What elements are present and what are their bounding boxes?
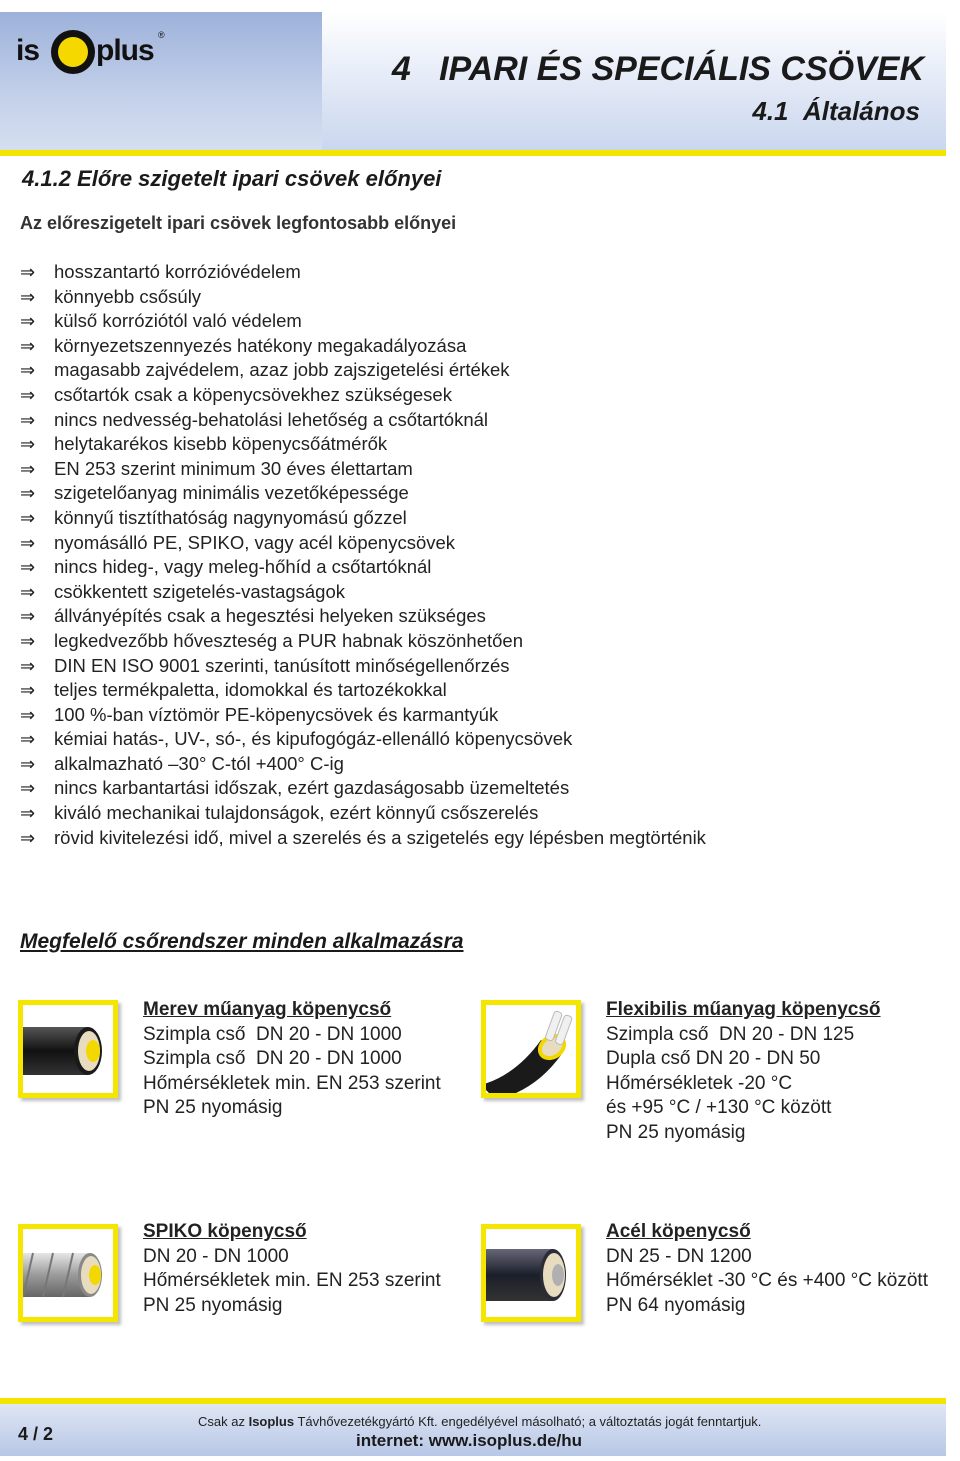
advantage-item (20, 703, 706, 728)
card-line: PN 25 nyomásig (606, 1121, 746, 1143)
arrow-icon: ⇒ (20, 680, 36, 701)
chapter-title: 4 IPARI ÉS SPECIÁLIS CSÖVEK (391, 50, 924, 88)
advantage-text: helytakarékos kisebb köpenycsőátmérők (54, 433, 388, 455)
advantage-item (20, 506, 706, 531)
arrow-icon: ⇒ (20, 704, 36, 725)
rigid-pipe-image (18, 1000, 118, 1098)
advantage-text: könnyebb csősúly (54, 285, 202, 307)
section-title: 4.1.2 Előre szigetelt ipari csövek előnyei (22, 166, 442, 191)
arrow-icon: ⇒ (20, 507, 36, 528)
advantage-text: nincs nedvesség-behatolási lehetőség a csőtartóknál (54, 408, 489, 430)
arrow-icon: ⇒ (20, 286, 36, 307)
arrow-icon: ⇒ (20, 753, 36, 774)
applications-title: Megfelelő csőrendszer minden alkalmazásra (20, 930, 464, 953)
note-prefix: Csak az (198, 1414, 249, 1429)
arrow-icon: ⇒ (20, 360, 36, 381)
advantage-item (20, 432, 706, 457)
arrow-icon: ⇒ (20, 803, 36, 824)
arrow-icon: ⇒ (20, 778, 36, 799)
arrow-icon: ⇒ (20, 458, 36, 479)
card-line: Hőmérséklet -30 °C és +400 °C között (606, 1270, 928, 1291)
card-spiko (143, 1220, 441, 1318)
advantage-item (20, 752, 706, 777)
advantage-item (20, 580, 706, 605)
advantage-text: csőtartók csak a köpenycsövekhez szükségesek (54, 383, 452, 405)
card-line: Szimpla cső DN 20 - DN 125 (606, 1023, 855, 1045)
card-flexible-plastic (606, 998, 881, 1145)
isoplus-logo (16, 30, 165, 86)
card-line: DN 20 - DN 1000 (143, 1245, 289, 1267)
advantage-text: EN 253 szerint minimum 30 éves élettartam (54, 457, 413, 479)
logo-ring-icon (51, 30, 95, 74)
advantage-text: alkalmazható –30° C-tól +400° C-ig (54, 752, 344, 774)
advantage-text: külső korróziótól való védelem (54, 310, 302, 332)
advantage-text: kémiai hatás-, UV-, só-, és kipufogógáz-ellenálló köpenycsövek (54, 728, 573, 750)
advantage-item (20, 776, 706, 801)
advantage-text: nyomásálló PE, SPIKO, vagy acél köpenycsövek (54, 531, 456, 553)
arrow-icon: ⇒ (20, 532, 36, 553)
copyright-note (198, 1414, 761, 1429)
logo-text-is: is (16, 34, 40, 67)
card-line: Dupla cső DN 20 - DN 50 (606, 1048, 821, 1069)
logo-text-plus: plus (96, 34, 154, 67)
advantage-item (20, 334, 706, 359)
advantage-text: rövid kivitelezési idő, mivel a szerelés és a szigetelés egy lépésben megtörténik (54, 826, 706, 848)
arrow-icon: ⇒ (20, 384, 36, 405)
spiko-pipe-image (18, 1224, 118, 1322)
arrow-icon: ⇒ (20, 262, 36, 282)
advantage-text: csökkentett szigetelés-vastagságok (54, 580, 346, 602)
advantage-text: DIN EN ISO 9001 szerinti, tanúsított minőségellenőrzés (54, 654, 510, 676)
card-rigid-plastic (143, 998, 441, 1121)
advantage-item (20, 383, 706, 408)
card-title: SPIKO köpenycső (143, 1221, 307, 1242)
chapter-subtitle: 4.1 Általános (752, 96, 920, 126)
arrow-icon: ⇒ (20, 729, 36, 750)
card-title: Acél köpenycső (606, 1221, 751, 1242)
advantage-text: 100 %-ban víztömör PE-köpenycsövek és karmantyúk (54, 703, 499, 725)
card-line: és +95 °C / +130 °C között (606, 1097, 832, 1118)
advantage-text: teljes termékpaletta, idomokkal és tartozékokkal (54, 679, 447, 701)
card-line: PN 25 nyomásig (143, 1097, 283, 1118)
advantage-item (20, 654, 706, 679)
advantage-text: legkedvezőbb hőveszteség a PUR habnak köszönhetően (54, 629, 523, 651)
advantage-text: magasabb zajvédelem, azaz jobb zajszigetelési értékek (54, 359, 510, 381)
note-brand: Isoplus (248, 1414, 295, 1429)
advantage-text: nincs karbantartási időszak, ezért gazdaságosabb üzemeltetés (54, 777, 570, 799)
card-line: DN 25 - DN 1200 (606, 1245, 752, 1267)
arrow-icon: ⇒ (20, 581, 36, 602)
advantage-item (20, 555, 706, 580)
header-divider (0, 150, 946, 156)
arrow-icon: ⇒ (20, 483, 36, 504)
advantage-item (20, 678, 706, 703)
card-line: Szimpla cső DN 20 - DN 1000 (143, 1023, 402, 1045)
arrow-icon: ⇒ (20, 655, 36, 676)
advantage-item (20, 408, 706, 433)
advantage-text: környezetszennyezés hatékony megakadályozása (54, 334, 467, 356)
advantage-item (20, 801, 706, 826)
arrow-icon: ⇒ (20, 827, 36, 848)
card-line: PN 64 nyomásig (606, 1294, 746, 1316)
arrow-icon: ⇒ (20, 434, 36, 455)
advantage-item (20, 629, 706, 654)
steel-pipe-image (481, 1224, 581, 1322)
arrow-icon: ⇒ (20, 409, 36, 430)
card-line: Hőmérsékletek -20 °C (606, 1072, 793, 1094)
card-title: Merev műanyag köpenycső (143, 999, 392, 1020)
note-suffix: Távhővezetékgyártó Kft. engedélyével másolható; a változtatás jogát fenntartjuk. (294, 1414, 762, 1429)
page-number: 4 / 2 (18, 1424, 54, 1444)
advantage-item (20, 826, 706, 851)
advantage-item (20, 604, 706, 629)
card-line: PN 25 nyomásig (143, 1294, 283, 1316)
card-steel (606, 1220, 928, 1318)
advantage-item (20, 358, 706, 383)
logo-registered-mark: ® (158, 30, 165, 40)
advantage-item (20, 260, 706, 285)
advantage-text: állványépítés csak a hegesztési helyeken szükséges (54, 605, 486, 627)
advantage-text: nincs hideg-, vagy meleg-hőhíd a csőtartóknál (54, 556, 432, 578)
advantage-text: kiváló mechanikai tulajdonságok, ezért könnyű csőszerelés (54, 802, 539, 824)
flexible-pipe-image (481, 1000, 581, 1098)
arrow-icon: ⇒ (20, 311, 36, 332)
advantages-list (20, 260, 706, 850)
advantage-item (20, 727, 706, 752)
arrow-icon: ⇒ (20, 606, 36, 627)
card-title: Flexibilis műanyag köpenycső (606, 999, 881, 1020)
arrow-icon: ⇒ (20, 630, 36, 651)
advantage-text: könnyű tisztíthatóság nagynyomású gőzzel (54, 506, 407, 528)
advantage-item (20, 481, 706, 506)
advantage-item (20, 531, 706, 556)
advantage-item (20, 309, 706, 334)
arrow-icon: ⇒ (20, 557, 36, 578)
advantage-text: hosszantartó korrózióvédelem (54, 261, 301, 282)
arrow-icon: ⇒ (20, 335, 36, 356)
card-line: Szimpla cső DN 20 - DN 1000 (143, 1048, 402, 1069)
advantage-item (20, 285, 706, 310)
website-link[interactable]: internet: www.isoplus.de/hu (356, 1431, 583, 1450)
advantage-item (20, 457, 706, 482)
card-line: Hőmérsékletek min. EN 253 szerint (143, 1072, 441, 1094)
advantage-text: szigetelőanyag minimális vezetőképessége (54, 482, 409, 504)
card-line: Hőmérsékletek min. EN 253 szerint (143, 1270, 441, 1291)
section-intro: Az előreszigetelt ipari csövek legfontosabb előnyei (20, 213, 457, 233)
